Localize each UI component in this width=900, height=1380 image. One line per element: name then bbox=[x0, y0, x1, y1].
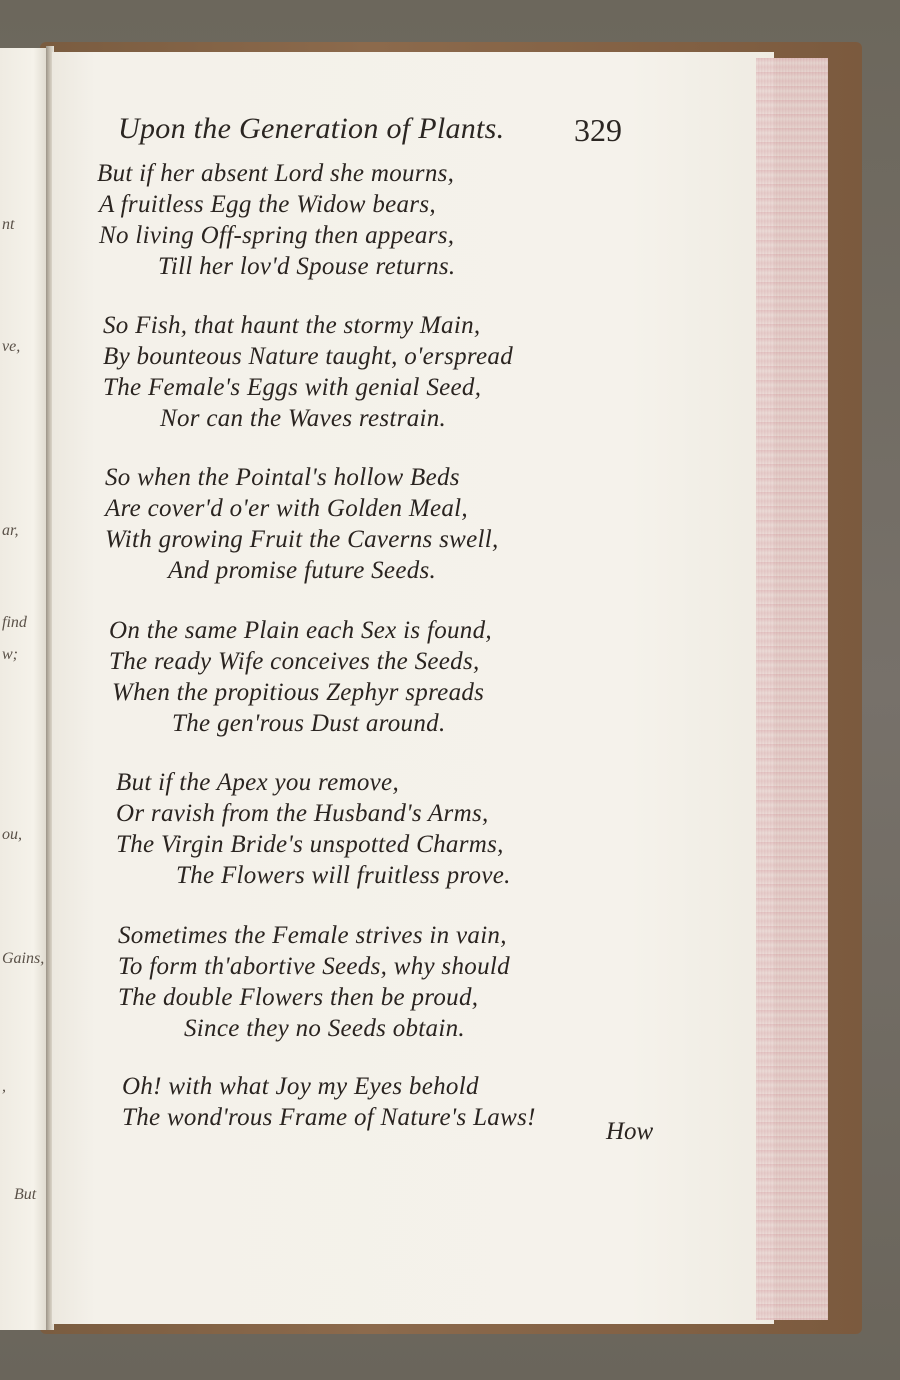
left-page-fragment: , bbox=[2, 1078, 6, 1095]
verse-line: On the same Plain each Sex is found, bbox=[109, 617, 492, 644]
left-page bbox=[0, 48, 48, 1330]
verse-line: Nor can the Waves restrain. bbox=[160, 405, 447, 432]
red-edge-stain bbox=[756, 58, 828, 1320]
verse-line: To form th'abortive Seeds, why should bbox=[118, 953, 510, 980]
left-page-fragment: find bbox=[2, 614, 27, 631]
verse-line: And promise future Seeds. bbox=[168, 557, 437, 584]
verse-line: Oh! with what Joy my Eyes behold bbox=[122, 1073, 479, 1100]
running-head: Upon the Generation of Plants. bbox=[118, 112, 505, 145]
catchword: How bbox=[606, 1118, 654, 1145]
verse-line: Are cover'd o'er with Golden Meal, bbox=[105, 495, 468, 522]
verse-line: Sometimes the Female strives in vain, bbox=[118, 922, 507, 949]
verse-line: Till her lov'd Spouse returns. bbox=[158, 253, 456, 280]
verse-line: The Flowers will fruitless prove. bbox=[176, 862, 511, 889]
verse-line: But if her absent Lord she mourns, bbox=[97, 160, 455, 187]
verse-line: The gen'rous Dust around. bbox=[172, 710, 446, 737]
verse-line: But if the Apex you remove, bbox=[116, 769, 400, 796]
verse-line: So when the Pointal's hollow Beds bbox=[105, 464, 460, 491]
verse-line: A fruitless Egg the Widow bears, bbox=[99, 191, 436, 218]
verse-line: The Virgin Bride's unspotted Charms, bbox=[116, 831, 504, 858]
verse-line: So Fish, that haunt the stormy Main, bbox=[103, 312, 481, 339]
left-page-fragment: ar, bbox=[2, 522, 19, 539]
left-page-fragment: Gains, bbox=[2, 950, 45, 967]
verse-line: Since they no Seeds obtain. bbox=[184, 1015, 465, 1042]
verse-line: The ready Wife conceives the Seeds, bbox=[109, 648, 480, 675]
verse-line: By bounteous Nature taught, o'erspread bbox=[103, 343, 513, 370]
verse-line: The wond'rous Frame of Nature's Laws! bbox=[122, 1104, 536, 1131]
left-page-fragment: w; bbox=[2, 646, 18, 663]
page-number: 329 bbox=[574, 112, 622, 148]
left-page-fragment: But bbox=[14, 1186, 37, 1203]
verse-line: The Female's Eggs with genial Seed, bbox=[103, 374, 482, 401]
verse-line: The double Flowers then be proud, bbox=[118, 984, 479, 1011]
left-page-fragment: nt bbox=[2, 216, 15, 233]
left-page-fragment: ve, bbox=[2, 338, 21, 355]
verse-line: When the propitious Zephyr spreads bbox=[112, 679, 485, 706]
verse-line: With growing Fruit the Caverns swell, bbox=[105, 526, 499, 553]
left-page-fragment: ou, bbox=[2, 826, 22, 843]
verse-line: Or ravish from the Husband's Arms, bbox=[116, 800, 489, 827]
verse-line: No living Off-spring then appears, bbox=[99, 222, 455, 249]
